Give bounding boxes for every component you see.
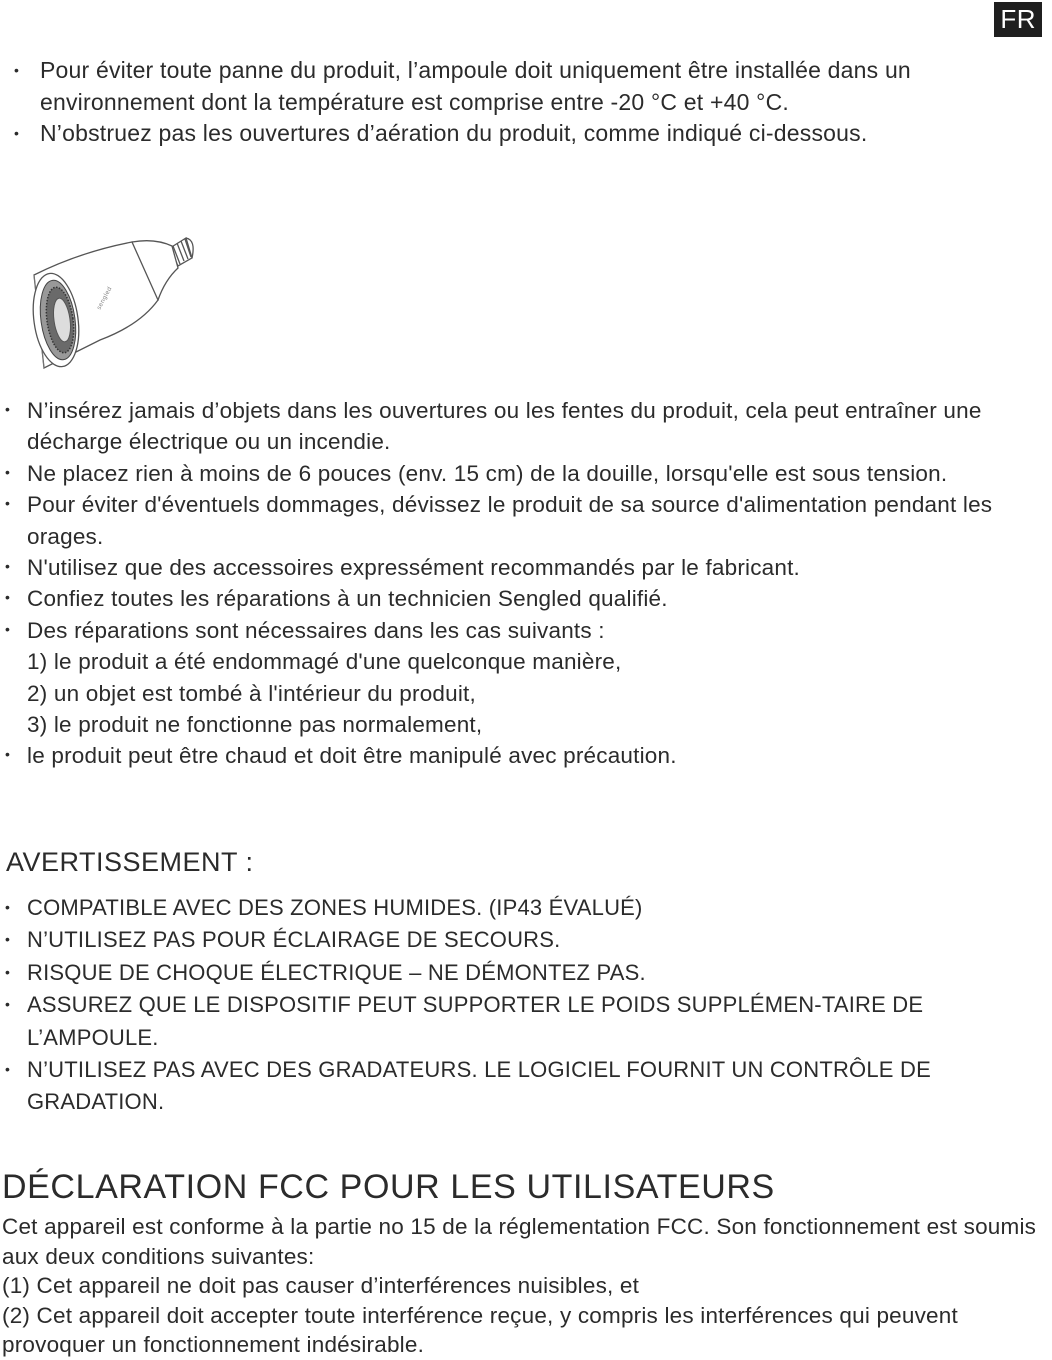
list-item: • Pour éviter d'éventuels dommages, dévissez le produit de sa source d'alimentation pendant les orages. <box>27 489 1052 552</box>
bullet-marker: • <box>5 899 11 915</box>
list-item: • Des réparations sont nécessaires dans les cas suivants : 1) le produit a été endommagé d'une quelconque manière, 2) un objet est tombé à l'intérieur du produit, 3) le produit ne fonctionne pas normalement, <box>27 615 1052 741</box>
list-item: • Pour éviter toute panne du produit, l’ampoule doit uniquement être installée dans un environnement dont la température est comprise entre -20 °C et +40 °C. <box>14 57 911 115</box>
bullet-marker: • <box>5 589 11 606</box>
bullet-marker: • <box>5 620 11 637</box>
bullet-marker: • <box>5 931 11 948</box>
bullet-marker: • <box>5 963 11 980</box>
repair-case: 1) le produit a été endommagé d'une quelconque manière, <box>27 649 622 675</box>
installation-notes <box>14 55 1040 150</box>
bullet-marker: • <box>5 495 11 512</box>
list-item: • N’obstruez pas les ouvertures d’aération du produit, comme indiqué ci-dessous. <box>40 118 1040 150</box>
list-item: • RISQUE DE CHOQUE ÉLECTRIQUE – NE DÉMONTEZ PAS. <box>27 957 1037 989</box>
list-item: • N’UTILISEZ PAS POUR ÉCLAIRAGE DE SECOURS. <box>27 924 1037 956</box>
bullet-marker: • <box>14 125 20 141</box>
bullet-marker: • <box>5 996 11 1013</box>
list-item: • le produit peut être chaud et doit être manipulé avec précaution. <box>27 740 1052 771</box>
bullet-marker: • <box>5 746 11 763</box>
list-item: • COMPATIBLE AVEC DES ZONES HUMIDES. (IP43 ÉVALUÉ) <box>27 892 1037 924</box>
repair-case: 2) un objet est tombé à l'intérieur du produit, <box>27 680 476 706</box>
repair-case: 3) le produit ne fonctionne pas normalement, <box>27 712 483 738</box>
bulb-illustration <box>20 230 200 375</box>
warning-heading: AVERTISSEMENT : <box>6 847 254 877</box>
list-item: • N’insérez jamais d’objets dans les ouvertures ou les fentes du produit, cela peut entraîner une décharge électrique ou un incendie. <box>27 395 1052 458</box>
list-item: • N’UTILISEZ PAS AVEC DES GRADATEURS. LE LOGICIEL FOURNIT UN CONTRÔLE DE GRADATION. <box>27 1054 1037 1119</box>
safety-instructions <box>5 395 1052 772</box>
list-item: • Confiez toutes les réparations à un technicien Sengled qualifié. <box>27 583 1052 614</box>
language-badge: FR <box>994 2 1042 37</box>
bullet-marker: • <box>14 62 20 78</box>
fcc-paragraph: (1) Cet appareil ne doit pas causer d’interférences nuisibles, et <box>2 1273 640 1298</box>
list-item: • Ne placez rien à moins de 6 pouces (env. 15 cm) de la douille, lorsqu'elle est sous tension. <box>27 458 1052 489</box>
warning-list <box>5 892 1037 1119</box>
list-item: • ASSUREZ QUE LE DISPOSITIF PEUT SUPPORTER LE POIDS SUPPLÉMEN-TAIRE DE L’AMPOULE. <box>27 989 1037 1054</box>
fcc-paragraph: Cet appareil est conforme à la partie no 15 de la réglementation FCC. Son fonctionnement est soumis aux deux conditions suivantes: <box>2 1214 1037 1269</box>
bullet-marker: • <box>5 558 11 575</box>
bullet-marker: • <box>5 463 11 480</box>
fcc-statement <box>2 1212 1047 1360</box>
bullet-marker: • <box>5 401 11 417</box>
fcc-paragraph: (2) Cet appareil doit accepter toute interférence reçue, y compris les interférences qui peuvent provoquer un fonctionnement indésirable. <box>2 1302 958 1357</box>
fcc-heading: DÉCLARATION FCC POUR LES UTILISATEURS <box>2 1168 775 1206</box>
list-item: • N'utilisez que des accessoires expressément recommandés par le fabricant. <box>27 552 1052 583</box>
bulb-logo: sengled <box>95 285 114 311</box>
bullet-marker: • <box>5 1061 11 1078</box>
